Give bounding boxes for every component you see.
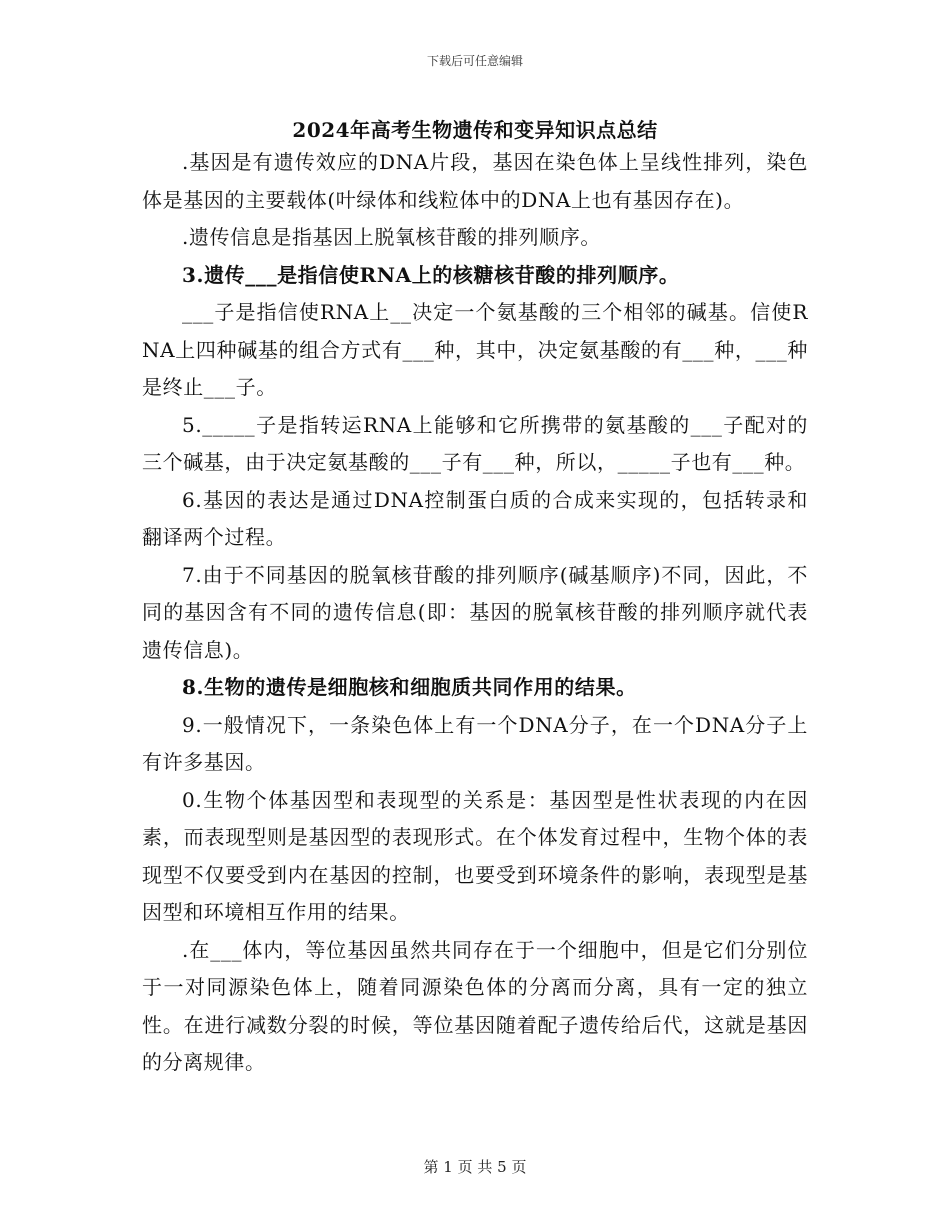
paragraph-5: 5._____子是指转运RNA上能够和它所携带的氨基酸的___子配对的三个碱基，由于决定氨基酸的___子有___种，所以，_____子也有___种。 [142,412,808,474]
page-title: 2024年高考生物遗传和变异知识点总结 [292,118,658,142]
page-number: 第 1 页 共 5 页 [423,1158,527,1176]
header-note: 下载后可任意编辑 [426,54,523,68]
paragraph-2: .遗传信息是指基因上脱氧核苷酸的排列顺序。 [182,225,601,249]
paragraph-1: .基因是有遗传效应的DNA片段，基因在染色体上呈线性排列，染色体是基因的主要载体(叶绿体和线粒体中的DNA上也有基因存在)。 [142,150,808,212]
paragraph-9: 9.一般情况下，一条染色体上有一个DNA分子，在一个DNA分子上有许多基因。 [142,712,808,774]
paragraph-10: 0.生物个体基因型和表现型的关系是：基因型是性状表现的内在因素，而表现型则是基因型的表现形式。在个体发育过程中，生物个体的表现型不仅要受到内在基因的控制，也要受到环境条件的影响，表现型是基因型和环境相互作用的结果。 [142,787,808,924]
paragraph-7: 7.由于不同基因的脱氧核苷酸的排列顺序(碱基顺序)不同，因此，不同的基因含有不同的遗传信息(即：基因的脱氧核苷酸的排列顺序就代表遗传信息)。 [142,562,808,662]
document-body [142,144,808,1082]
paragraph-3: 3.遗传___是指信使RNA上的核糖核苷酸的排列顺序。 [182,262,680,287]
paragraph-11: .在___体内，等位基因虽然共同存在于一个细胞中，但是它们分别位于一对同源染色体上，随着同源染色体的分离而分离，具有一定的独立性。在进行减数分裂的时候，等位基因随着配子遗传给后代，这就是基因的分离规律。 [142,937,808,1074]
paragraph-8: 8.生物的遗传是细胞核和细胞质共同作用的结果。 [182,675,637,699]
paragraph-4: ___子是指信使RNA上__决定一个氨基酸的三个相邻的碱基。信使RNA上四种碱基的组合方式有___种，其中，决定氨基酸的有___种，___种是终止___子。 [142,300,808,399]
paragraph-6: 6.基因的表达是通过DNA控制蛋白质的合成来实现的，包括转录和翻译两个过程。 [142,487,808,549]
